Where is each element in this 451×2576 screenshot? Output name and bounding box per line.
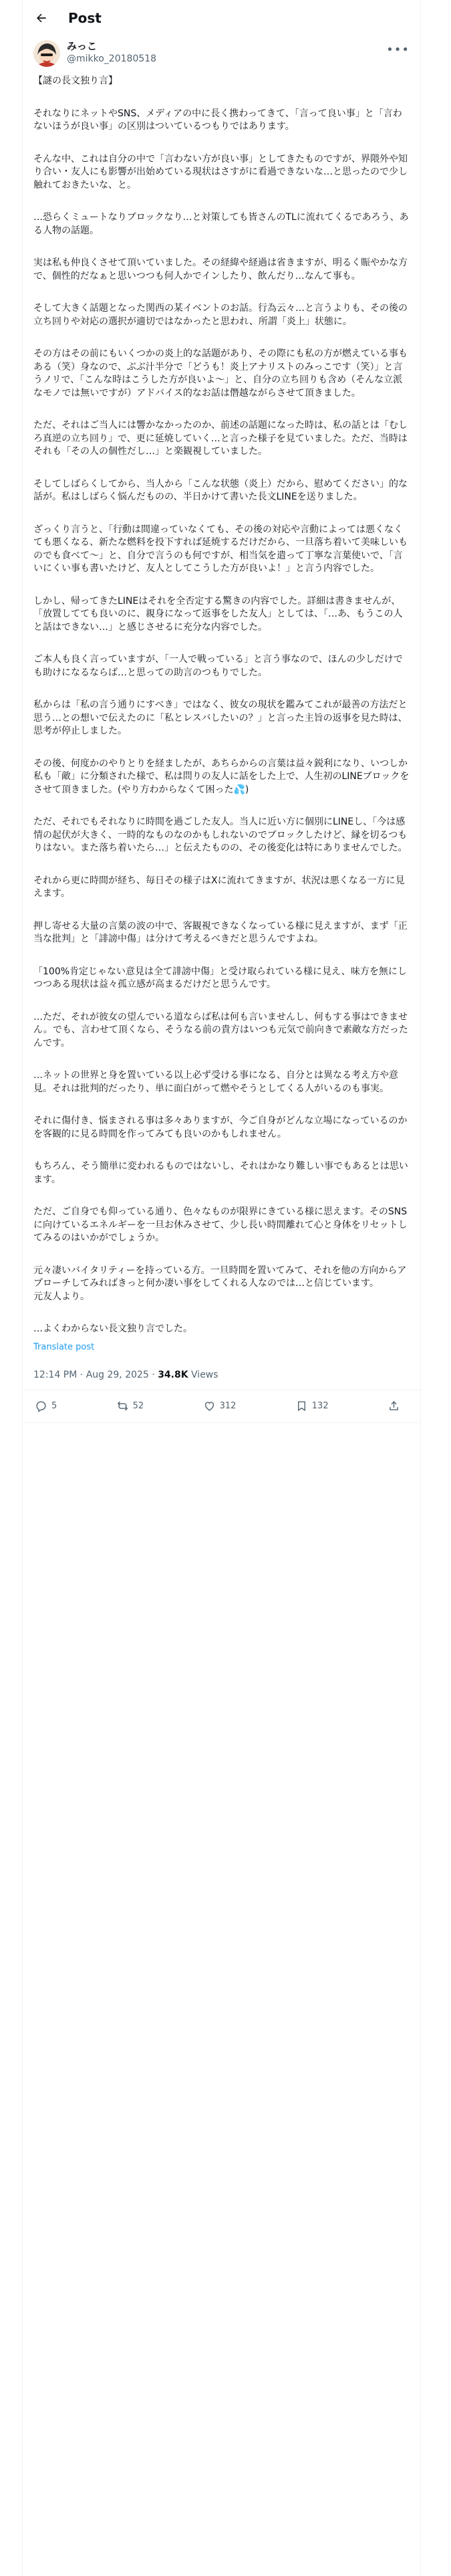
post-paragraph: 押し寄せる大量の言葉の波の中で、客観視できなくなっている様に見えますが、まず「正当な批判」と「誹謗中傷」は分けて考えるべきだと思うんですよね。 — [33, 920, 408, 944]
reply-count: 5 — [51, 1401, 57, 1411]
post-paragraph: …ネットの世界と身を置いている以上必ず受ける事になる、自分とは異なる考え方や意見。それは批判的だったり、単に面白がって燃やそうとしてくる人がいるのも事実。 — [33, 1070, 398, 1094]
post-paragraph: 実は私も仲良くさせて頂いていました。その経緯や経過は省きますが、明るく賑やかな方で、個性的だなぁと思いつつも何人かでインしたり、飲んだり…なんて事も。 — [33, 257, 408, 282]
handle[interactable]: @mikko_20180518 — [67, 53, 157, 64]
post-paragraph: もちろん、そう簡単に変われるものではないし、それはかなり難しい事でもあるとは思います。 — [33, 1161, 408, 1185]
post-date[interactable]: Aug 29, 2025 — [86, 1369, 149, 1380]
post-body — [23, 67, 420, 1352]
post-paragraph: 元々凄いバイタリティーを持っている方。一旦時間を置いてみて、それを他の方向からアプローチしてみればきっと何か凄い事をしてくれる人なのでは…と信じています。 元友人より。 — [33, 1265, 407, 1302]
more-icon[interactable]: ••• — [386, 43, 410, 57]
post-paragraph: そんな中、これは自分の中で「言わない方が良い事」としてきたものですが、界隈外や知り合い・友人にも影響が出始めている現状はさすがに看過できないな…と思ったので少し触れておきたいな、と。 — [33, 153, 408, 191]
post-paragraph: それから更に時間が経ち、毎日その様子はXに流れてきますが、状況は悪くなる一方に見えます。 — [33, 875, 405, 899]
views-count: 34.8K — [158, 1369, 188, 1380]
post-paragraph: ざっくり言うと、「行動は間違っていなくても、その後の対応や言動によっては悪くなくても悪くなる、新たな燃料を投下すれば延焼するだけだから、一旦落ち着いて美味しいものでも食べて〜」と、自分で言うのも何ですが、相当気を遣って丁寧な言葉使いで、「言いにくい事も書いたけど、友人としてこうした方が良いよ！」と言う内容でした。 — [33, 524, 408, 574]
post-time[interactable]: 12:14 PM — [33, 1369, 78, 1380]
back-arrow-icon[interactable] — [33, 10, 49, 26]
post-paragraph: …ただ、それが彼女の望んでいる道ならば私は何も言いませんし、何もする事はできません。でも、言わせて頂くなら、そうなる前の貴方はいつも元気で前向きで素敵な方だったんです。 — [33, 1011, 408, 1049]
post-column — [22, 0, 421, 2576]
translate-post-link[interactable]: Translate post — [33, 1341, 95, 1352]
post-paragraph: しかし、帰ってきたLINEはそれを全否定する驚きの内容でした。詳細は書きませんが、「放置してても良いのに、親身になって返事をした友人」としては、「…あ、もうこの人と話はできない…」と感じさせるに充分な内容でした。 — [33, 595, 403, 633]
like-button[interactable] — [203, 1400, 237, 1412]
bookmark-button[interactable] — [295, 1400, 329, 1412]
bookmark-icon — [295, 1400, 308, 1412]
display-name[interactable]: みっこ — [67, 40, 98, 52]
header — [23, 0, 420, 36]
post-paragraph: その方はその前にもいくつかの炎上的な話題があり、その際にも私の方が燃えている事もある（笑）身なので、ぶぶ汁半分で「どうも！炎上アナリストのみっこです（笑）」と言うノリで、「こんな時はこうした方が良いよ〜」と、自分の立ち回りも含め（そんな立派なモノでは無いですが）アドバイス的なお話は僭越ながらさせて頂きました。 — [33, 348, 408, 399]
post-paragraph: 【謎の長文独り言】 — [33, 76, 118, 86]
post-paragraph: ただ、ご自身でも仰っている通り、色々なものが限界にきている様に思えます。そのSNSに向けているエネルギーを一旦お休みさせて、少し長い時間離れて心と身体をリセットしてみるのはいかがでしょうか。 — [33, 1206, 408, 1243]
repost-icon — [116, 1400, 129, 1412]
post-paragraph: ただ、それはご当人には響かなかったのか、前述の話題になった時は、私の話とは「むしろ真逆の立ち回り」で、更に延焼していく…と言った様子を見ていました。ただ、当時はそれも「その人の個性だし…」と楽観視していました。 — [33, 420, 408, 457]
bookmark-count: 132 — [311, 1401, 329, 1411]
action-bar — [23, 1390, 420, 1423]
like-count: 312 — [219, 1401, 237, 1411]
reply-button[interactable] — [35, 1400, 57, 1412]
post-paragraph: 「100%肯定じゃない意見は全て誹謗中傷」と受け取られている様に見え、味方を無にしつつある現状は益々孤立感が高まるだけだと思うんです。 — [33, 966, 407, 990]
post-paragraph: それに傷付き、悩まされる事は多々ありますが、今ご自身がどんな立場になっているのかを客観的に見る時間を作ってみても良いのかもしれません。 — [33, 1115, 408, 1140]
avatar[interactable] — [33, 40, 60, 67]
header-title: Post — [68, 10, 102, 26]
post-paragraph: …恐らくミュートなりブロックなり…と対策しても皆さんのTLに流れてくるであろう、ある人物の話題。 — [33, 212, 409, 236]
post-paragraph: そしてしばらくしてから、当人から「こんな状態（炎上）だから、慰めてください」的な話が。私はしばらく悩んだものの、半日かけて書いた長文LINEを送りました。 — [33, 478, 408, 502]
repost-count: 52 — [132, 1401, 144, 1411]
repost-button[interactable] — [116, 1400, 144, 1412]
heart-icon — [203, 1400, 216, 1412]
author-names — [67, 40, 156, 66]
share-button[interactable] — [388, 1400, 404, 1412]
views-label: Views — [191, 1369, 218, 1380]
post-paragraph: それなりにネットやSNS、メディアの中に長く携わってきて、「言って良い事」と「言わないほうが良い事」の区別はついているつもりではあります。 — [33, 108, 402, 132]
post-paragraph: …よくわからない長文独り言でした。 — [33, 1323, 192, 1334]
post-paragraph: ただ、それでもそれなりに時間を過ごした友人。当人に近い方に個別にLINEし、「今は感情の起伏が大きく、一時的なものなのかもしれないのでブロックしたけど、縁を切るつもりはない。また落ち着いたら…」と伝えたものの、その後変化は特にありませんでした。 — [33, 817, 408, 853]
post-meta: 12:14 PM · Aug 29, 2025 · 34.8K Views — [23, 1352, 420, 1390]
post-paragraph: 私からは「私の言う通りにすべき」ではなく、彼女の現状を鑑みてこれが最善の方法だと思う…との想いで伝えたのに「私とレスバしたいの？」と言った主旨の返事を見た時は、思考が停止しました。 — [33, 700, 408, 736]
post-paragraph: ご本人も良く言っていますが、「一人で戦っている」と言う事なので、ほんの少しだけでも助けになるならば…と思っての助言のつもりでした。 — [33, 654, 403, 678]
post-paragraph: そして大きく話題となった関西の某イベントのお話。行為云々…と言うよりも、その後の立ち回りや対応の選択が適切ではなかったと思われ、所謂「炎上」状態に。 — [33, 303, 408, 327]
reply-icon — [35, 1400, 47, 1412]
share-icon — [388, 1400, 400, 1412]
post-paragraph: その後、何度かのやりとりを経ましたが、あちらからの言葉は益々鋭利になり、いつしか私も「敵」に分類された様で、私は問りの友人に話をした上で、人生初のLINEブロックをさせて頂きました。(やり方わからなくて困った💦) — [33, 758, 410, 795]
author-row — [23, 36, 420, 67]
